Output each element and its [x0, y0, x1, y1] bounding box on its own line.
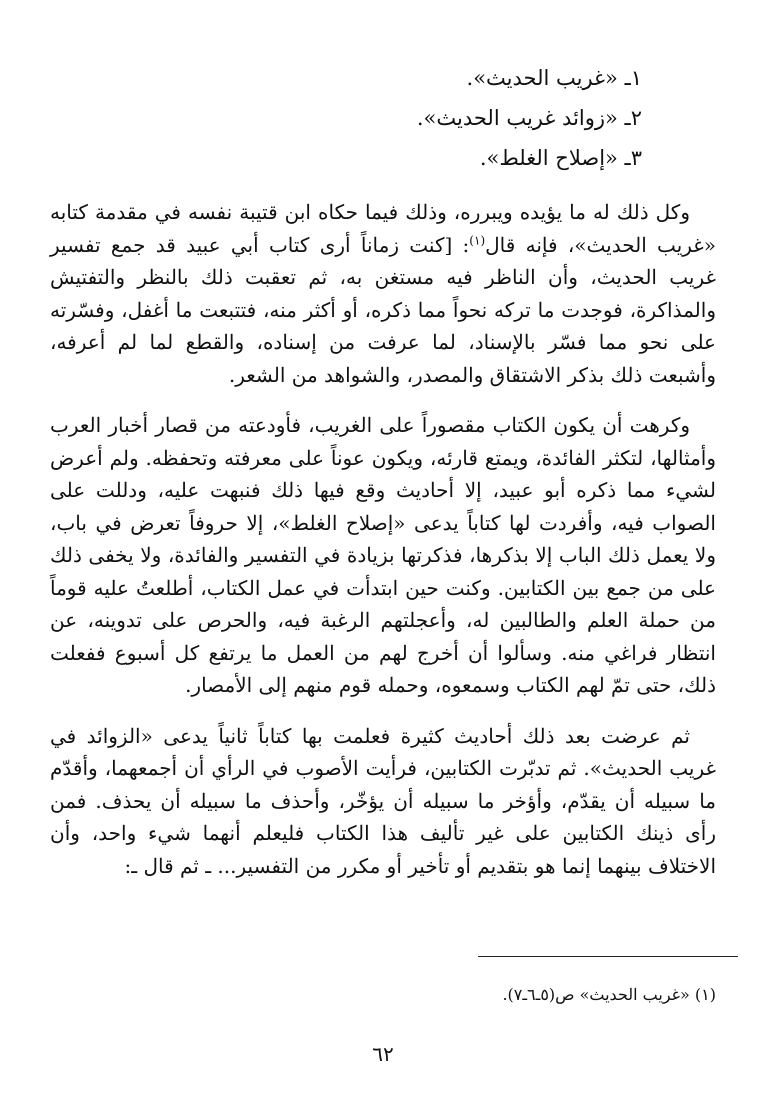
paragraph-2: وكرهت أن يكون الكتاب مقصوراً على الغريب، فأودعته من قصار أخبار العرب وأمثالها، لتكثر الفائدة، ويمتع قارئه، ويكون عوناً على معرفته وتحفظه. ولم أعرض لشيء مما ذكره أبو عبيد، إلا أحاديث وقع فيها ذلك فنبهت عليه، ودللت على الصواب فيه، وأفردت لها كتاباً يدعى «إصلاح الغلط»، إلا حروفاً تعرض في باب، ولا يعمل ذلك الباب إلا بذكرها، فذكرتها بزيادة في التفسير والفائدة، ولا يخفى ذلك على من جمع بين الكتابين. وكنت حين ابتدأت في عمل الكتاب، أطلعتُ عليه قوماً من حملة العلم والطالبين له، وأعجلتهم الرغبة فيه، والحرص على تدوينه، عن انتظار فراغي منه. وسألوا أن أخرج لهم من العمل ما يرتفع كل أسبوع ففعلت ذلك، حتى تمّ لهم الكتاب وسمعوه، وحمله قوم منهم إلى الأمصار. — [50, 413, 716, 697]
book-list — [82, 58, 642, 178]
paragraph-1 — [50, 196, 716, 391]
paragraph-3: ثم عرضت بعد ذلك أحاديث كثيرة فعلمت بها كتاباً ثانياً يدعى «الزوائد في غريب الحديث». ثم تدبّرت الكتابين، فرأيت الأصوب في الرأي أن أجمعهما، وأقدّم ما سبيله أن يقدّم، وأؤخر ما سبيله أن يؤخّر، وأحذف ما سبيله أن يحذف. فمن رأى ذينك الكتابين على غير تأليف هذا الكتاب فليعلم أنهما شيء واحد، وأن الاختلاف بينهما إنما هو بتقديم أو تأخير أو مكرر من التفسير... ـ ثم قال ـ: — [50, 723, 716, 878]
list-item: ١ـ «غريب الحديث». — [466, 66, 642, 90]
page-number: ٦٢ — [372, 1042, 394, 1066]
footnote-reference[interactable]: (١) — [469, 232, 486, 247]
footnote: (١) «غريب الحديث» ص(٥ـ٦ـ٧). — [502, 985, 716, 1004]
footnote-divider — [478, 956, 738, 957]
list-item: ٣ـ «إصلاح الغلط». — [479, 146, 642, 170]
paragraph-1-part-b: : [كنت زماناً أرى كتاب أبي عبيد قد جمع تفسير غريب الحديث، وأن الناظر فيه مستغن به، ثم تعقبت ذلك بالنظر والتفتيش والمذاكرة، فوجدت ما تركه نحواً مما ذكره، أو أكثر منه، فتتبعت ما أغفل، وفسّرته على نحو مما فسّر بالإسناد، لما عرفت من إسناده، والقطع لما لم أعرفه، وأشبعت ذلك بذكر الاشتقاق والمصدر، والشواهد من الشعر. — [50, 232, 716, 387]
body-text — [50, 196, 716, 900]
list-item: ٢ـ «زوائد غريب الحديث». — [416, 106, 642, 130]
paragraph-1-part-a: وكل ذلك له ما يؤيده ويبرره، وذلك فيما حكاه ابن قتيبة نفسه في مقدمة كتابه «غريب الحديث»، فإنه قال — [50, 200, 716, 257]
